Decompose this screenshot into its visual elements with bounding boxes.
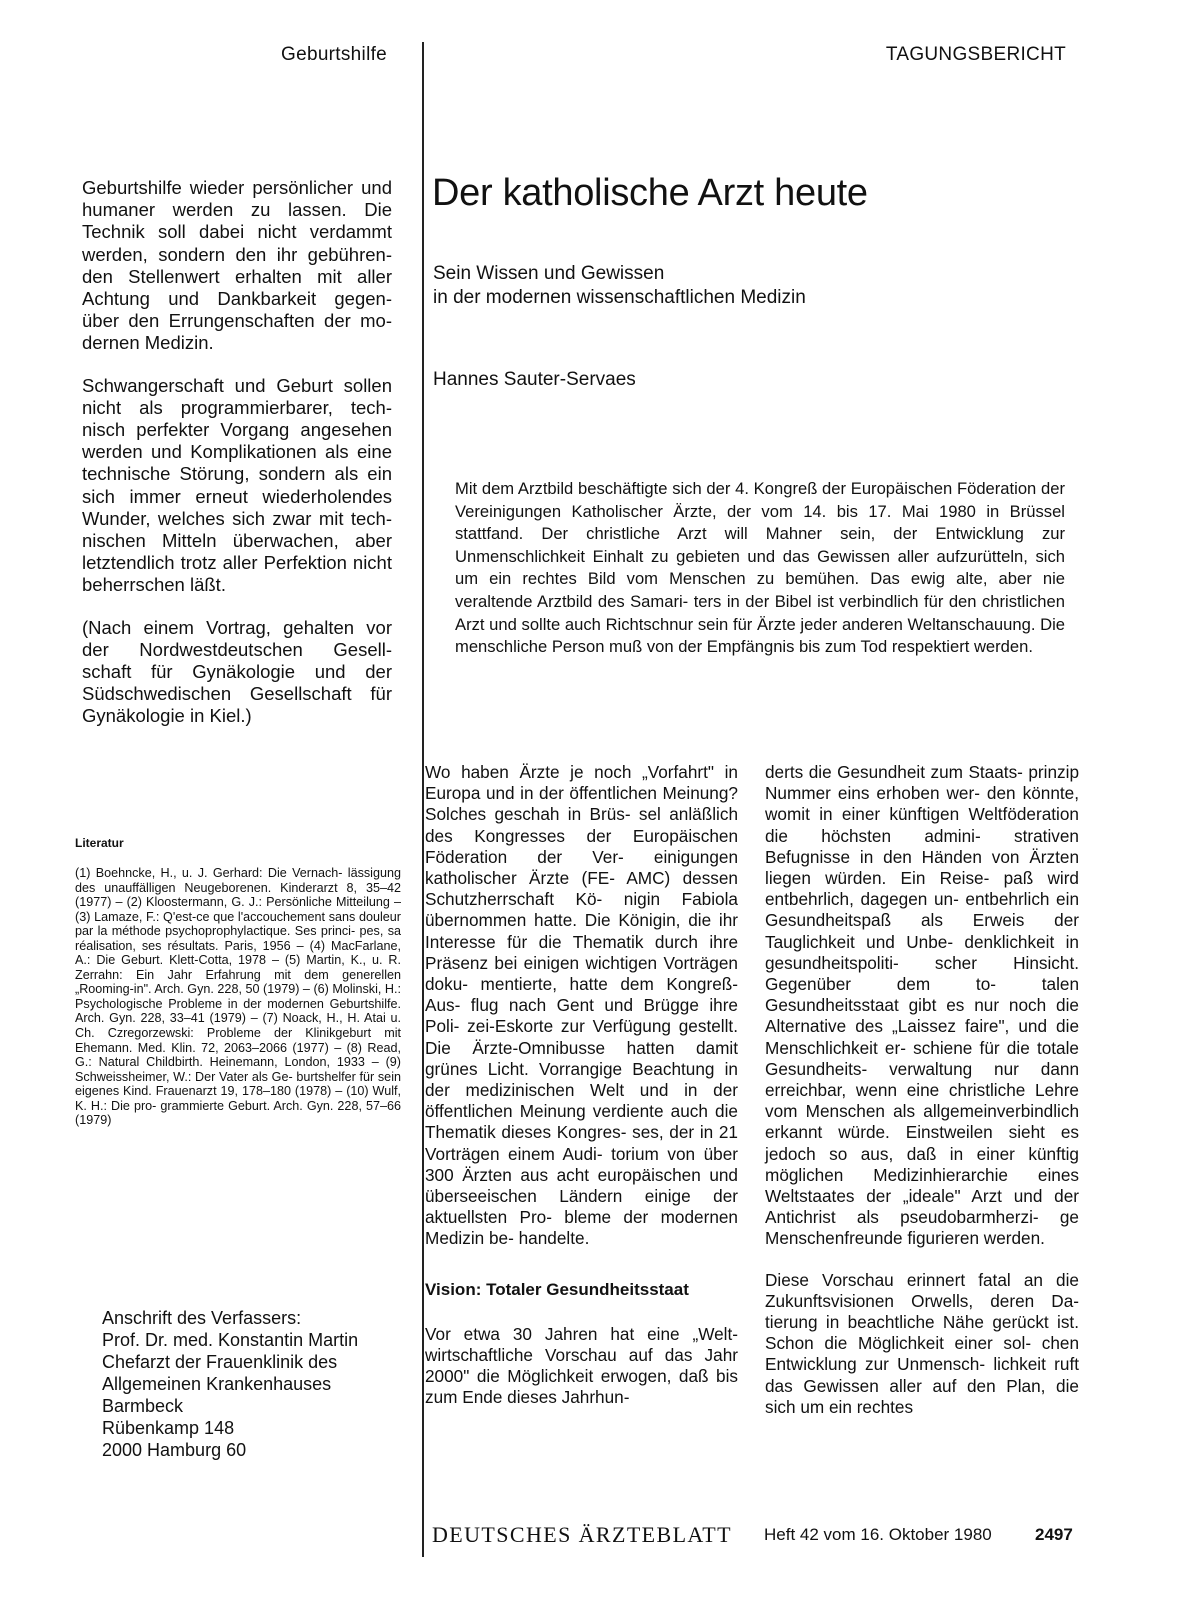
body-column-2 bbox=[765, 762, 1079, 1418]
header-section-right: TAGUNGSBERICHT bbox=[885, 44, 1066, 65]
col2-paragraph-1: derts die Gesundheit zum Staats- prinzip Nummer eins erhoben wer- den könnte, womit in einer künftigen Weltföderation die höchsten admini- strativen Befugnisse in den Händen von Ärzten liegen würden. Ein Reise- paß wird entbehrlich, dagegen un- entbehrlich ein Gesundheitspaß als Erweis der Tauglichkeit und Unbe- denklichkeit in gesundheitspoliti- scher Hinsicht. Gegenüber dem to- talen Gesundheitsstaat gibt es nur noch die Alternative des „Laissez faire", und die Menschlichkeit er- schiene für die totale Gesundheits- verwaltung nur dann erreichbar, wenn eine christliche Lehre vom Menschen als allgemeinverbindlich erkannt würde. Einstweilen sieht es jedoch so aus, daß in einer künftig möglichen Medizinhierarchie eines Weltstaates der „ideale" Arzt und der Antichrist als pseudobarmherzi- ge Menschenfreunde figurieren werden. bbox=[765, 762, 1079, 1249]
subtitle-line-1: Sein Wissen und Gewissen bbox=[433, 263, 665, 284]
address-line-3: Chefarzt der Frauenklinik des bbox=[102, 1352, 338, 1372]
left-column-text bbox=[82, 177, 392, 728]
col1-paragraph-2: Vor etwa 30 Jahren hat eine „Welt- wirtschaftliche Vorschau auf das Jahr 2000" die Möglichkeit erwogen, daß bis zum Ende dieses Jahrhun- bbox=[425, 1323, 738, 1408]
header-section-left: Geburtshilfe bbox=[281, 44, 388, 65]
address-line-1: Anschrift des Verfassers: bbox=[102, 1308, 302, 1328]
references-block bbox=[75, 866, 401, 1128]
address-line-4: Allgemeinen Krankenhauses bbox=[102, 1374, 332, 1394]
footer-journal-name: DEUTSCHES ÄRZTEBLATT bbox=[432, 1522, 732, 1547]
article-lead bbox=[455, 478, 1065, 659]
left-paragraph-2: Schwangerschaft und Geburt sollen nicht als programmierbarer, tech- nisch perfekter Vorgang angesehen werden und Komplikationen als eine technische Störung, sondern als ein sich immer erneut wiederholendes Wunder, welches sich zwar mit tech- nischen Mitteln überwachen, aber letztendlich trotz aller Perfektion nicht beherrschen läßt. bbox=[82, 374, 392, 596]
address-line-6: Rübenkamp 148 bbox=[102, 1418, 235, 1438]
address-line-2: Prof. Dr. med. Konstantin Martin bbox=[102, 1330, 359, 1350]
body-column-1 bbox=[425, 762, 738, 1408]
footer-page-number: 2497 bbox=[1035, 1525, 1073, 1544]
article-author: Hannes Sauter-Servaes bbox=[433, 369, 636, 390]
column-divider-rule bbox=[422, 42, 424, 1557]
article-title: Der katholische Arzt heute bbox=[432, 172, 868, 214]
article-subtitle bbox=[433, 262, 1033, 310]
col1-subheading: Vision: Totaler Gesundheitsstaat bbox=[425, 1279, 689, 1299]
footer-issue: Heft 42 vom 16. Oktober 1980 bbox=[764, 1525, 992, 1544]
subtitle-line-2: in der modernen wissenschaftlichen Medizin bbox=[433, 287, 806, 308]
address-line-5: Barmbeck bbox=[102, 1396, 184, 1416]
author-address bbox=[102, 1307, 402, 1461]
lead-paragraph: Mit dem Arztbild beschäftigte sich der 4. Kongreß der Europäischen Föderation der Vereinigungen Katholischer Ärzte, der vom 14. bis 17. Mai 1980 in Brüssel stattfand. Der christliche Arzt will Mahner sein, der Entwicklung zur Unmenschlichkeit Einhalt zu gebieten und das Gewissen aller aufzurütteln, sich um ein rechtes Bild vom Menschen zu bemühen. Das ewig alte, aber nie veraltende Arztbild des Samari- ters in der Bibel ist verbindlich für den christlichen Arzt und sollte auch Richtschnur sein für Ärzte jeder anderen Weltanschauung. Die menschliche Person muß von der Empfängnis bis zum Tod respektiert werden. bbox=[455, 479, 1065, 657]
col1-paragraph-1: Wo haben Ärzte je noch „Vorfahrt" in Europa und in der öffentlichen Meinung? Solches geschah in Brüs- sel anläßlich des Kongresses der Europäischen Föderation der Ver- einigungen katholischer Ärzte (FE- AMC) dessen Schutzherrschaft Kö- nigin Fabiola übernommen hatte. Die Königin, die ihr Interesse für die Thematik durch ihre Präsenz bei einigen wichtigen Vorträgen doku- mentierte, hatte dem Kongreß-Aus- flug nach Gent und Brügge ihre Poli- zei-Eskorte zur Verfügung gestellt. Die Ärzte-Omnibusse hatten damit grünes Licht. Vorrangige Beachtung in der medizinischen Welt und in der öffentlichen Meinung verdiente auch die Thematik dieses Kongres- ses, der in 21 Vorträgen einem Audi- torium von über 300 Ärzten aus acht europäischen und überseeischen Ländern einige der aktuellsten Pro- bleme der modernen Medizin be- handelte. bbox=[425, 762, 738, 1249]
left-paragraph-1: Geburtshilfe wieder persönlicher und humaner werden zu lassen. Die Technik soll dabei nicht verdammt werden, sondern den ihr gebühren- den Stellenwert erhalten mit aller Achtung und Dankbarkeit gegen- über den Errungenschaften der mo- dernen Medizin. bbox=[82, 177, 392, 354]
references-text: (1) Boehncke, H., u. J. Gerhard: Die Vernach- lässigung des unauffälligen Neugeborenen. Kinderarzt 8, 35–42 (1977) – (2) Kloostermann, G. J.: Persönliche Mitteilung – (3) Lamaze, F.: Q'est-ce que l'accouchement sans douleur par la méthode psychoprophylactique. Ses princi- pes, sa réalisation, ses résultats. Paris, 1956 – (4) MacFarlane, A.: Die Geburt. Klett-Cotta, 1978 – (5) Martin, K., u. R. Zerrahn: Ein Jahr Erfahrung mit dem generellen „Rooming-in". Arch. Gyn. 228, 50 (1979) – (6) Molinski, H.: Psychologische Probleme in der modernen Geburtshilfe. Arch. Gyn. 228, 33–41 (1979) – (7) Noack, H., H. Atai u. Ch. Czregorzewski: Probleme der Klinikgeburt mit Ehemann. Med. Klin. 72, 2063–2066 (1977) – (8) Read, G.: Natural Childbirth. Heinemann, London, 1933 – (9) Schweissheimer, W.: Der Vater als Ge- burtshelfer für sein eigenes Kind. Frauenarzt 19, 178–180 (1978) – (10) Wulf, K. H.: Die pro- grammierte Geburt. Arch. Gyn. 228, 57–66 (1979) bbox=[75, 866, 401, 1128]
address-line-7: 2000 Hamburg 60 bbox=[102, 1440, 247, 1460]
col2-paragraph-2: Diese Vorschau erinnert fatal an die Zukunftsvisionen Orwells, deren Da- tierung in beachtliche Nähe gerückt ist. Schon die Möglichkeit einer sol- chen Entwicklung zur Unmensch- lichkeit ruft das Gewissen aller auf den Plan, die sich um ein rechtes bbox=[765, 1269, 1079, 1417]
literature-heading: Literatur bbox=[75, 836, 124, 850]
left-paragraph-3: (Nach einem Vortrag, gehalten vor der Nordwestdeutschen Gesell- schaft für Gynäkologie und der Südschwedischen Gesellschaft für Gynäkologie in Kiel.) bbox=[82, 616, 392, 727]
